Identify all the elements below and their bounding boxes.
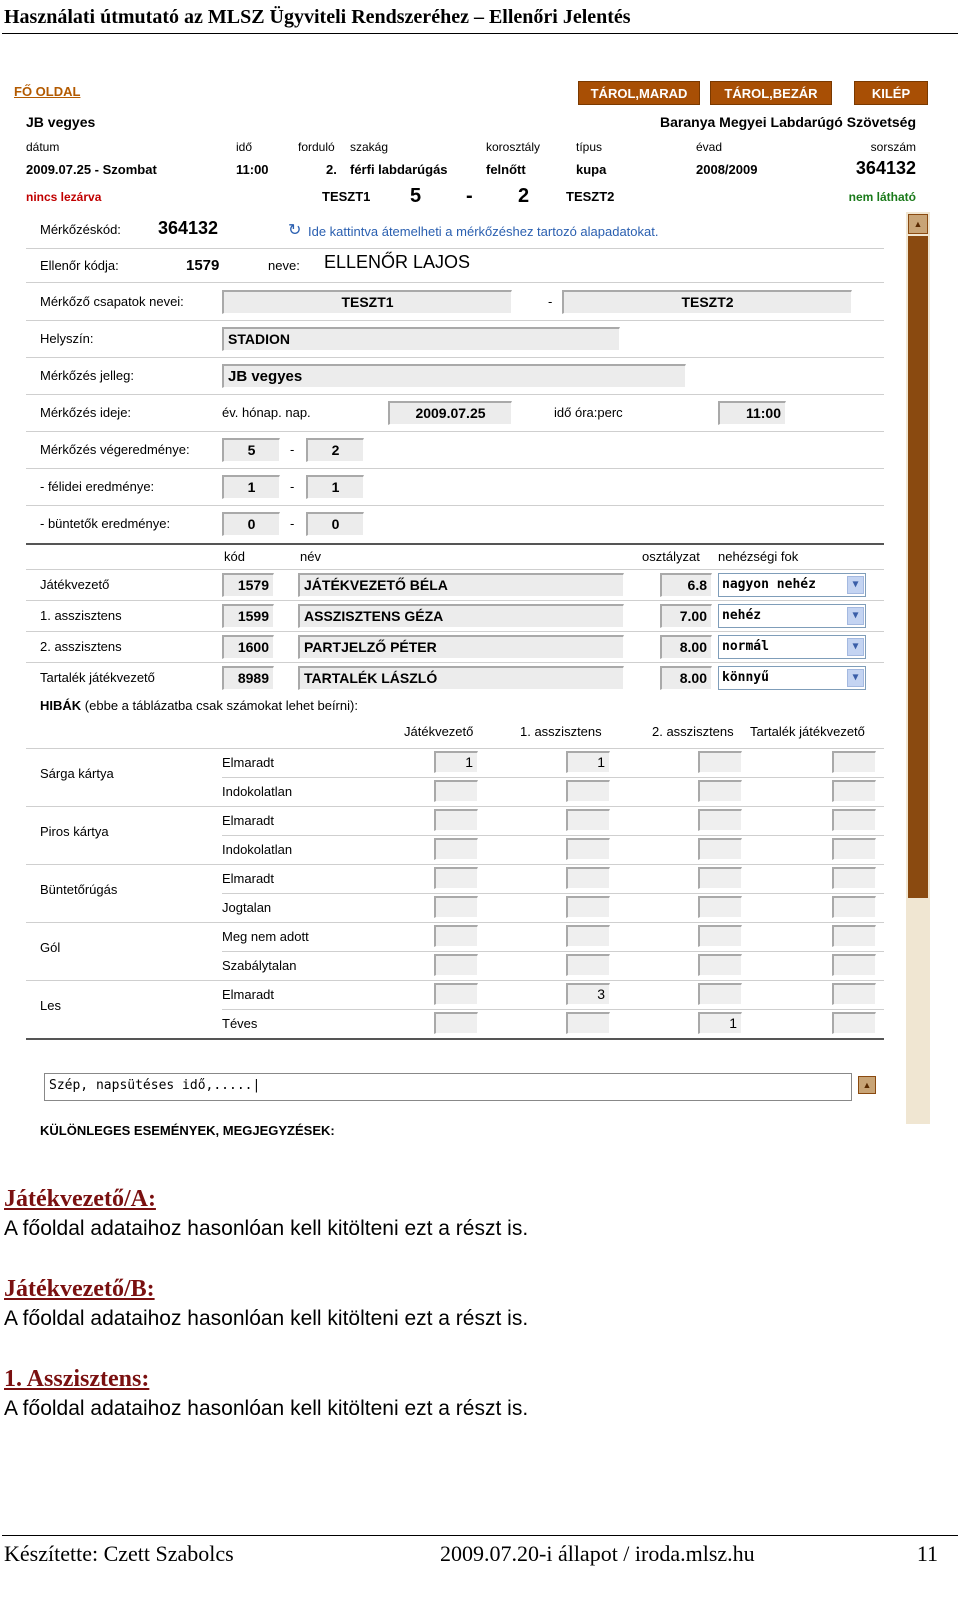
divider [26,600,884,601]
scrollbar[interactable] [906,212,930,1124]
header-rule [2,33,958,34]
section-heading: Játékvezető/A: [4,1186,156,1212]
status-not-closed: nincs lezárva [26,190,102,204]
score-away: 2 [518,185,530,207]
divider [26,505,884,506]
time-hint: idő óra:perc [554,405,623,420]
meta-label-serial: sorszám [870,140,916,154]
error-count-input[interactable] [832,780,876,802]
meta-label-round: forduló [298,140,335,154]
divider [26,357,884,358]
errors-sub-label: Elmaradt [222,755,275,770]
errors-group-label: Büntetőrúgás [40,882,118,897]
errors-note: (ebbe a táblázatba csak számokat lehet beírni): [84,698,358,713]
error-count-input[interactable] [832,925,876,947]
error-count-input[interactable] [434,867,478,889]
error-count-input[interactable] [434,809,478,831]
special-events-textarea[interactable]: Szép, napsütéses idő,.....| [44,1073,852,1101]
score-dash: - [466,185,473,207]
date-hint: év. hónap. nap. [222,405,311,420]
match-code-value: 364132 [158,218,219,238]
error-count-input[interactable] [832,896,876,918]
errors-sub-label: Meg nem adott [222,929,309,944]
col-grade-header: osztályzat [642,549,700,564]
divider [26,922,884,923]
error-count-input[interactable] [566,896,610,918]
difficulty-select[interactable] [718,666,866,690]
error-count-input[interactable] [698,983,742,1005]
official-code-field[interactable]: 1599 [222,604,274,628]
difficulty-value: nagyon nehéz [722,577,816,592]
errors-sub-label: Jogtalan [222,900,272,915]
meta-age: felnőtt [486,162,526,177]
divider [26,569,884,570]
section-body: A főoldal adataihoz hasonlóan kell kitölteni ezt a részt is. [4,1307,529,1330]
divider [222,893,884,894]
exit-button[interactable]: KILÉP [854,81,928,105]
official-grade-field[interactable]: 8.00 [660,666,712,690]
section-divider [26,543,884,545]
errors-sub-label: Elmaradt [222,987,275,1002]
divider [26,864,884,865]
special-events-text: Szép, napsütéses idő,..... [49,1078,253,1093]
teams-dash: - [548,294,553,309]
errors-col-header: 2. asszisztens [652,724,734,739]
divider [26,468,884,469]
meta-season: 2008/2009 [696,162,758,177]
error-count-input[interactable] [434,1012,478,1034]
match-type-label: Mérkőzés jelleg: [40,368,134,383]
divider [26,980,884,981]
official-role: Tartalék játékvezető [40,670,155,685]
error-count-input[interactable] [832,867,876,889]
meta-time: 11:00 [236,162,269,177]
error-count-input[interactable]: 1 [566,751,610,773]
instruction-section [4,1366,528,1421]
meta-label-age: korosztály [486,140,541,154]
error-count-input[interactable] [566,925,610,947]
penalty-away-field[interactable]: 0 [306,512,364,536]
errors-sub-label: Elmaradt [222,871,275,886]
meta-date: 2009.07.25 - Szombat [26,162,157,177]
official-role: 2. asszisztens [40,639,122,654]
section-heading: Játékvezető/B: [4,1276,155,1302]
report-form [26,214,894,1148]
error-count-input[interactable] [566,867,610,889]
error-count-input[interactable] [434,954,478,976]
instruction-section [4,1276,528,1331]
meta-type: kupa [576,162,607,177]
divider [222,777,884,778]
official-name-field[interactable]: PARTJELZŐ PÉTER [298,635,624,659]
error-count-input[interactable] [832,751,876,773]
errors-col-header: Játékvezető [404,724,474,739]
section-body: A főoldal adataihoz hasonlóan kell kitölteni ezt a részt is. [4,1397,529,1420]
official-code-field[interactable]: 8989 [222,666,274,690]
footer-rule [2,1535,958,1536]
divider [26,662,884,663]
divider [222,1009,884,1010]
venue-field[interactable]: STADION [222,327,620,351]
time-field[interactable]: 11:00 [718,401,786,425]
error-count-input[interactable] [832,838,876,860]
official-code-field[interactable]: 1600 [222,635,274,659]
error-count-input[interactable] [832,1012,876,1034]
error-count-input[interactable] [566,954,610,976]
errors-sub-label: Indokolatlan [222,842,293,857]
errors-group-label: Gól [40,940,61,955]
section-divider [26,1038,884,1040]
chevron-down-icon[interactable]: ▼ [847,638,864,656]
footer-author: Készítette: Czett Szabolcs [4,1541,234,1566]
errors-title: HIBÁK [40,698,82,713]
store-stay-button[interactable]: TÁROL,MARAD [578,81,700,105]
error-count-input[interactable] [566,809,610,831]
error-count-input[interactable] [698,896,742,918]
meta-label-branch: szakág [350,140,389,154]
official-name-field[interactable]: JÁTÉKVEZETŐ BÉLA [298,573,624,597]
meta-label-type: típus [576,140,603,154]
reload-icon[interactable]: ↻ [288,222,302,239]
error-count-input[interactable] [832,954,876,976]
error-count-input[interactable] [566,1012,610,1034]
fooldal-link[interactable]: FŐ OLDAL [14,84,81,99]
scroll-thumb[interactable] [908,236,928,898]
divider [26,431,884,432]
app-screenshot [12,76,930,1148]
chevron-down-icon[interactable]: ▼ [847,669,864,687]
error-count-input[interactable] [434,838,478,860]
difficulty-value: nehéz [722,608,762,623]
col-code-header: kód [224,549,245,564]
difficulty-select[interactable] [718,635,866,659]
divider [26,631,884,632]
section-body: A főoldal adataihoz hasonlóan kell kitölteni ezt a részt is. [4,1217,529,1240]
federation-name: Baranya Megyei Labdarúgó Szövetség [660,114,916,130]
inspector-name-label: neve: [268,258,300,273]
meta-branch: férfi labdarúgás [350,162,448,177]
divider [26,282,884,283]
difficulty-select[interactable] [718,573,866,597]
half-score-label: - félidei eredménye: [40,479,155,494]
chevron-down-icon[interactable]: ▼ [847,576,864,594]
date-field[interactable]: 2009.07.25 [388,401,512,425]
scroll-up-icon[interactable]: ▲ [858,1076,876,1094]
competition-name: JB vegyes [26,114,96,130]
error-count-input[interactable]: 3 [566,983,610,1005]
errors-col-header: Tartalék játékvezető [750,724,865,739]
penalty-home-field[interactable]: 0 [222,512,280,536]
official-role: Játékvezető [40,577,110,592]
errors-group-label: Les [40,998,61,1013]
venue-label: Helyszín: [40,331,94,346]
error-count-input[interactable] [566,780,610,802]
half-dash: - [290,479,295,494]
meta-label-time: idő [236,140,253,154]
error-count-input[interactable]: 1 [698,1012,742,1034]
errors-heading [40,698,358,713]
errors-sub-label: Elmaradt [222,813,275,828]
error-count-input[interactable] [566,838,610,860]
penalty-dash: - [290,516,295,531]
col-difficulty-header: nehézségi fok [718,549,799,564]
errors-sub-label: Téves [222,1016,258,1031]
divider [26,748,884,749]
document-header: Használati útmutató az MLSZ Ügyviteli Rendszeréhez – Ellenőri Jelentés [4,6,631,28]
special-events-title: KÜLÖNLEGES ESEMÉNYEK, MEGJEGYZÉSEK: [40,1123,335,1138]
error-count-input[interactable] [698,780,742,802]
half-home-field[interactable]: 1 [222,475,280,499]
official-name-field[interactable]: TARTALÉK LÁSZLÓ [298,666,624,690]
final-home-field[interactable]: 5 [222,438,280,462]
match-type-field[interactable]: JB vegyes [222,364,686,388]
final-score-label: Mérkőzés végeredménye: [40,442,190,457]
divider [26,248,884,249]
error-count-input[interactable] [698,751,742,773]
score-away-team: TESZT2 [566,189,615,204]
match-time-label: Mérkőzés ideje: [40,405,132,420]
store-close-button[interactable]: TÁROL,BEZÁR [710,81,832,105]
teams-label: Mérkőző csapatok nevei: [40,294,184,309]
match-code-label: Mérkőzéskód: [40,222,121,237]
error-count-input[interactable] [434,896,478,918]
score-home: 5 [410,185,422,207]
inspector-code-label: Ellenőr kódja: [40,258,119,273]
error-count-input[interactable] [434,983,478,1005]
errors-sub-label: Szabálytalan [222,958,297,973]
errors-group-label: Piros kártya [40,824,109,839]
official-role: 1. asszisztens [40,608,122,623]
footer-status: 2009.07.20-i állapot / iroda.mlsz.hu [440,1541,755,1566]
difficulty-value: könnyű [722,670,769,685]
divider [222,951,884,952]
divider [26,394,884,395]
meta-label-date: dátum [26,140,60,154]
difficulty-select[interactable] [718,604,866,628]
error-count-input[interactable] [698,838,742,860]
team2-field[interactable]: TESZT2 [562,290,852,314]
col-name-header: név [300,549,321,564]
official-grade-field[interactable]: 7.00 [660,604,712,628]
team1-field[interactable]: TESZT1 [222,290,512,314]
official-grade-field[interactable]: 8.00 [660,635,712,659]
official-grade-field[interactable]: 6.8 [660,573,712,597]
meta-round: 2. [326,162,337,177]
error-count-input[interactable] [698,809,742,831]
error-count-input[interactable] [832,983,876,1005]
error-count-input[interactable] [698,954,742,976]
error-count-input[interactable]: 1 [434,751,478,773]
error-count-input[interactable] [434,780,478,802]
section-heading: 1. Asszisztens: [4,1366,150,1392]
error-count-input[interactable] [434,925,478,947]
inspector-code-value: 1579 [186,257,220,274]
chevron-down-icon[interactable]: ▼ [847,607,864,625]
official-code-field[interactable]: 1579 [222,573,274,597]
reload-link[interactable]: Ide kattintva átemelheti a mérkőzéshez tartozó alapadatokat. [308,224,659,239]
divider [26,320,884,321]
status-not-visible: nem látható [848,190,916,204]
inspector-name-value: ELLENŐR LAJOS [324,252,471,272]
errors-sub-label: Indokolatlan [222,784,293,799]
meta-label-season: évad [696,140,723,154]
divider [26,806,884,807]
meta-serial: 364132 [855,158,916,178]
final-away-field[interactable]: 2 [306,438,364,462]
difficulty-value: normál [722,639,769,654]
errors-group-label: Sárga kártya [40,766,114,781]
error-count-input[interactable] [698,925,742,947]
errors-col-header: 1. asszisztens [520,724,602,739]
final-dash: - [290,442,295,457]
error-count-input[interactable] [832,809,876,831]
divider [222,835,884,836]
penalty-score-label: - büntetők eredménye: [40,516,171,531]
error-count-input[interactable] [698,867,742,889]
official-name-field[interactable]: ASSZISZTENS GÉZA [298,604,624,628]
page-number: 11 [916,1541,938,1566]
instruction-section [4,1186,528,1241]
score-home-team: TESZT1 [322,189,371,204]
scroll-up-icon[interactable]: ▲ [908,214,928,234]
half-away-field[interactable]: 1 [306,475,364,499]
